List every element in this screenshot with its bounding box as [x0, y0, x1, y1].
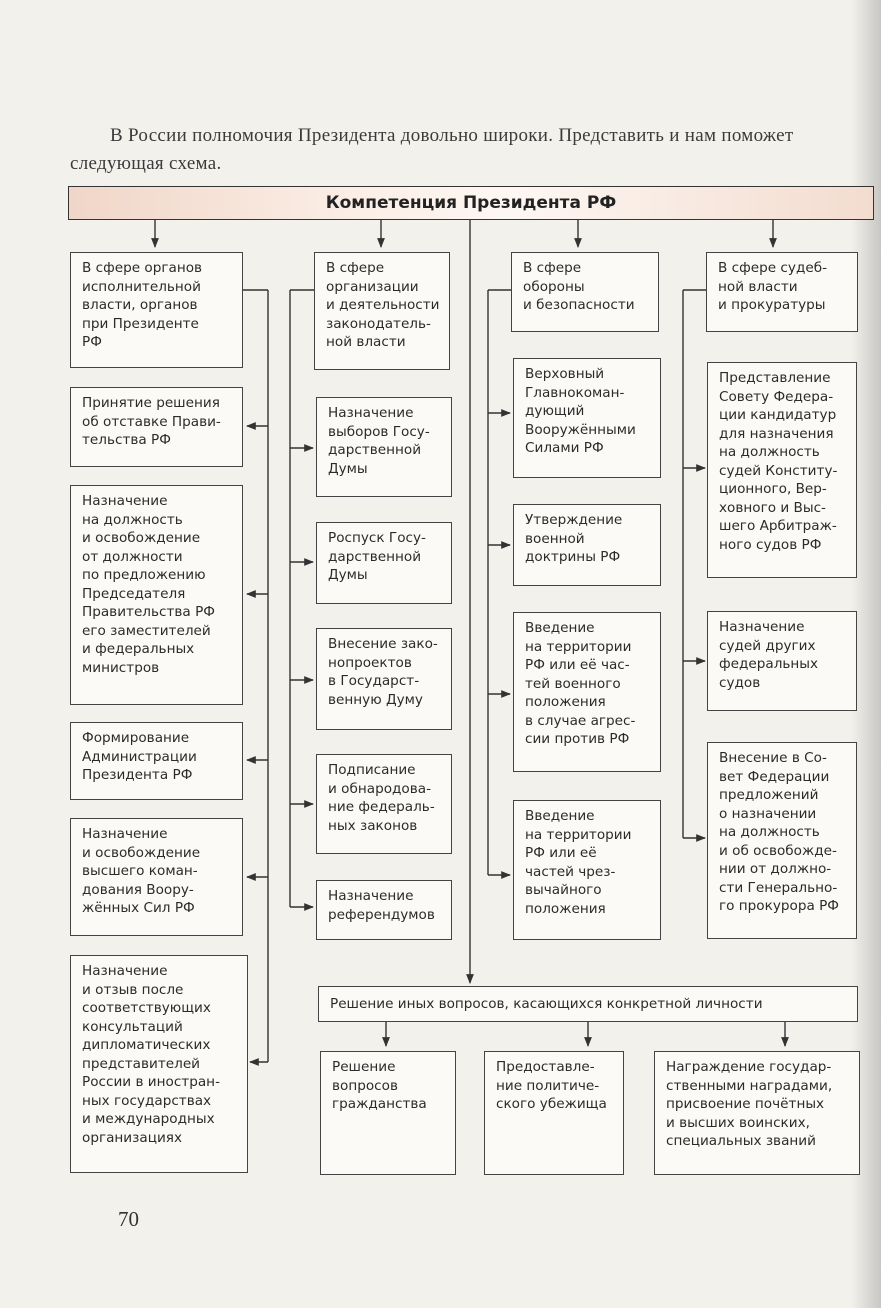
judicial-item: Назначение судей других федеральных судов [707, 611, 857, 711]
executive-item: Назначение и освобождение высшего коман- дования Воору- жённых Сил РФ [70, 818, 243, 936]
executive-item: Назначение и отзыв после соответствующих консультаций дипломатических представителей России в иностран- ных государствах и международных организациях [70, 955, 248, 1173]
personal-item-citizenship: Решение вопросов гражданства [320, 1051, 456, 1175]
judicial-item: Внесение в Со- вет Федерации предложений о назначении на должность и об освобожде- нии от должно- сти Генерально- го прокурора РФ [707, 742, 857, 939]
page-number: 70 [118, 1207, 139, 1231]
defense-item: Утверждение военной доктрины РФ [513, 504, 661, 586]
column-header-judicial: В сфере судеб- ной власти и прокуратуры [706, 252, 858, 332]
personal-matters-header: Решение иных вопросов, касающихся конкретной личности [318, 986, 858, 1022]
intro-paragraph: В России полномочия Президента довольно широки. Представить и нам поможет следующая схема. [70, 125, 794, 174]
legislative-item: Назначение выборов Госу- дарственной Думы [316, 397, 452, 497]
column-header-legislative: В сфере организации и деятельности законодатель- ной власти [314, 252, 450, 370]
diagram-title: Компетенция Президента РФ [68, 186, 874, 220]
legislative-item: Внесение зако- нопроектов в Государст- венную Думу [316, 628, 452, 730]
judicial-item: Представление Совету Федера- ции кандидатур для назначения на должность судей Конститу- ционного, Вер- ховного и Выс- шего Арбитраж- ного судов РФ [707, 362, 857, 578]
defense-item: Верховный Главнокоман- дующий Вооружёнными Силами РФ [513, 358, 661, 478]
column-header-executive: В сфере органов исполнительной власти, органов при Президенте РФ [70, 252, 243, 368]
executive-item: Назначение на должность и освобождение от должности по предложению Председателя Правительства РФ его заместителей и федеральных министров [70, 485, 243, 705]
defense-item: Введение на территории РФ или её частей чрез- вычайного положения [513, 800, 661, 940]
legislative-item: Подписание и обнародова- ние федераль- ных законов [316, 754, 452, 854]
column-header-defense: В сфере обороны и безопасности [511, 252, 659, 332]
legislative-item: Роспуск Госу- дарственной Думы [316, 522, 452, 604]
personal-item-asylum: Предоставле- ние политиче- ского убежища [484, 1051, 624, 1175]
defense-item: Введение на территории РФ или её час- тей военного положения в случае агрес- сии против РФ [513, 612, 661, 772]
personal-item-awards: Награждение государ- ственными наградами, присвоение почётных и высших воинских, специальных званий [654, 1051, 860, 1175]
executive-item: Формирование Администрации Президента РФ [70, 722, 243, 800]
legislative-item: Назначение референдумов [316, 880, 452, 940]
executive-item: Принятие решения об отставке Прави- тельства РФ [70, 387, 243, 467]
